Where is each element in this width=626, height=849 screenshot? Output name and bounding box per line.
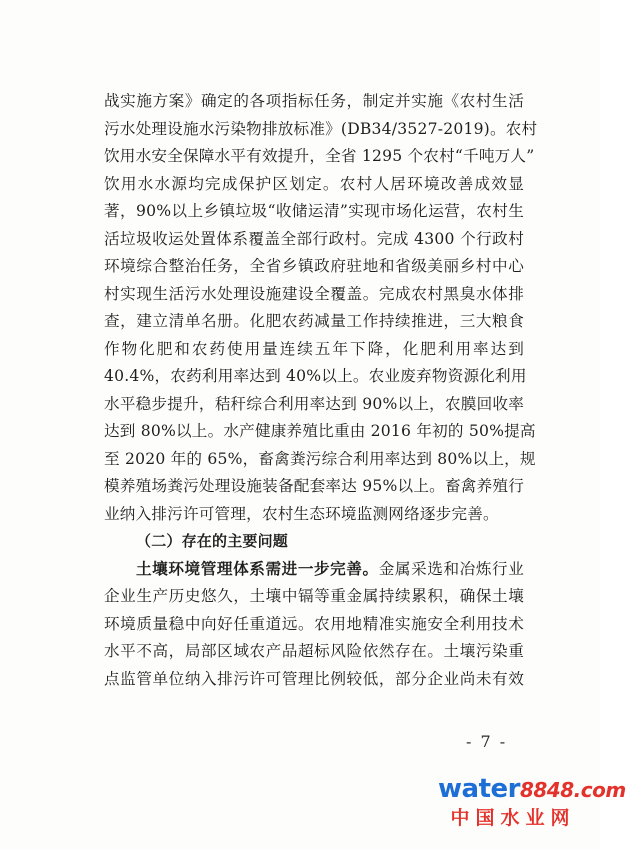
- paragraph-lead: 土壤环境管理体系需进一步完善。: [136, 559, 379, 578]
- watermark-suffix: .com: [573, 778, 626, 802]
- text-line: 40.4%，农药利用率达到 40%以上。农业废弃物资源化利用: [104, 367, 527, 385]
- page-number: - 7 -: [466, 732, 508, 751]
- section-heading: （二）存在的主要问题: [136, 532, 289, 550]
- paragraph-first-line: [104, 556, 524, 584]
- text-line: 战实施方案》确定的各项指标任务，制定并实施《农村生活: [104, 92, 524, 110]
- text-line: 水平稳步提升，秸秆综合利用率达到 90%以上，农膜回收率: [104, 394, 524, 413]
- text-line: 点监管单位纳入排污许可管理比例较低，部分企业尚未有效: [104, 669, 524, 688]
- text-line: 作物化肥和农药使用量连续五年下降，化肥利用率达到: [104, 339, 524, 358]
- text-line: 至 2020 年的 65%，畜禽粪污综合利用率达到 80%以上，规: [104, 449, 536, 468]
- watermark-cn-name: 中国水业网: [450, 807, 576, 829]
- text-line: 村实现生活污水处理设施建设全覆盖。完成农村黑臭水体排: [104, 284, 524, 303]
- text-line: 活垃圾收运处置体系覆盖全部行政村。完成 4300 个行政村: [104, 229, 524, 248]
- text-line: 水平不高，局部区域农产品超标风险依然存在。土壤污染重: [104, 642, 524, 660]
- text-line: 污水处理设施水污染物排放标准》(DB34/3527-2019)。农村: [104, 119, 538, 138]
- text-line: 达到 80%以上。水产健康养殖比重由 2016 年初的 50%提高: [104, 422, 536, 440]
- text-line: 饮用水水源均完成保护区划定。农村人居环境改善成效显: [104, 174, 524, 193]
- text-line: 环境质量稳中向好任重道远。农用地精准实施安全利用技术: [104, 614, 524, 633]
- text-line: 企业生产历史悠久，土壤中镉等重金属持续累积，确保土壤: [104, 587, 524, 605]
- text-line: 饮用水安全保障水平有效提升，全省 1295 个农村“千吨万人”: [104, 147, 535, 165]
- text-line: 查，建立清单名册。化肥农药减量工作持续推进，三大粮食: [104, 312, 524, 330]
- watermark-number: 8848: [519, 778, 574, 802]
- text-line: 模养殖场粪污处理设施装备配套率达 95%以上。畜禽养殖行: [104, 477, 524, 495]
- text-line: 环境综合整治任务，全省乡镇政府驻地和省级美丽乡村中心: [104, 257, 524, 275]
- paragraph-first-rest: 金属采选和冶炼行业: [378, 559, 524, 578]
- text-line: 业纳入排污许可管理，农村生态环境监测网络逐步完善。: [104, 504, 499, 523]
- watermark-wordmark: [438, 774, 626, 805]
- body-text: [104, 88, 538, 693]
- site-watermark-logo: [438, 774, 626, 840]
- watermark-word: water: [438, 774, 520, 804]
- text-line: 著，90%以上乡镇垃圾“收储运清”实现市场化运营，农村生: [104, 202, 524, 220]
